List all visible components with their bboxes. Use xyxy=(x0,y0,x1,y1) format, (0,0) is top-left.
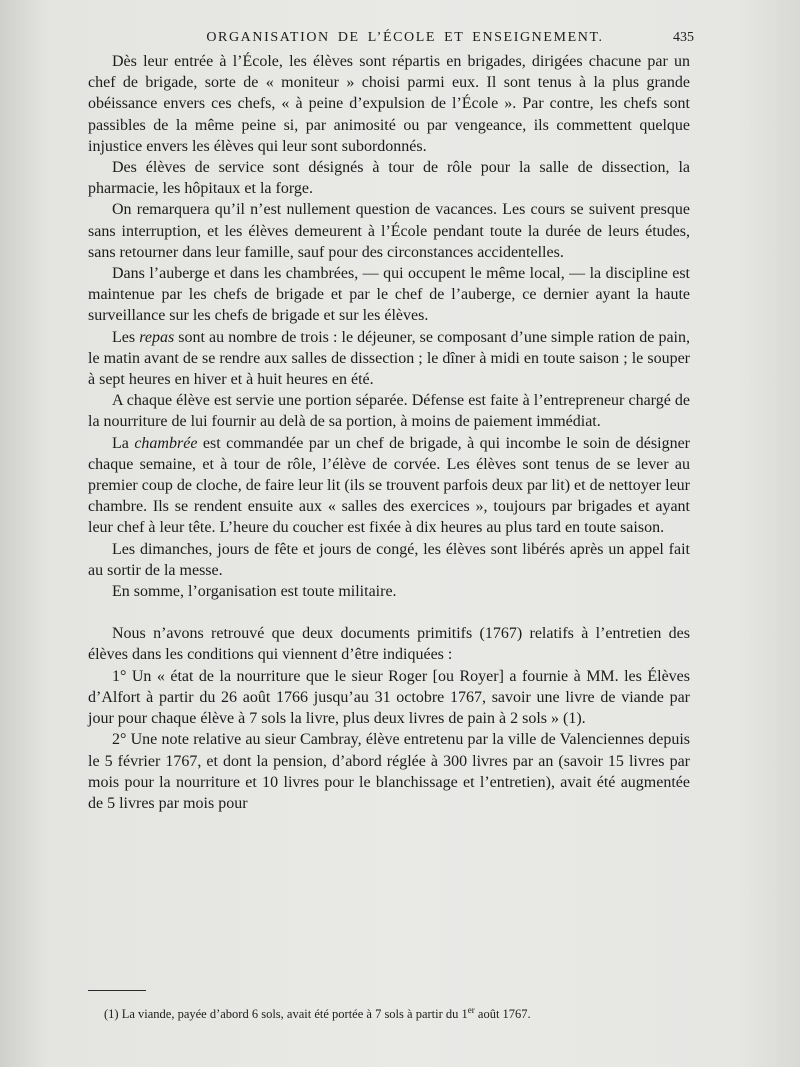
paragraph: Nous n’avons retrouvé que deux documents primitifs (1767) relatifs à l’entretien des élèves dans les conditions qui viennent d’être indiquées : xyxy=(88,625,690,664)
paragraph: En somme, l’organisation est toute militaire. xyxy=(112,583,397,601)
footnote-rule xyxy=(88,990,146,991)
paragraph: Des élèves de service sont désignés à tour de rôle pour la salle de dissection, la pharmacie, les hôpitaux et la forge. xyxy=(88,159,690,198)
page-number: 435 xyxy=(673,30,694,45)
paragraph: 2° Une note relative au sieur Cambray, élève entretenu par la ville de Valenciennes depuis le 5 février 1767, et dont la pension, d’abord réglée à 300 livres par an (savoir 15 livres par mois pour la nourriture et 10 livres pour le blanchissage et l’entretien), avait été augmentée de 5 livres par mois pour xyxy=(88,731,690,812)
italic-term-repas: repas xyxy=(139,328,175,346)
paragraph: 1° Un « état de la nourriture que le sieur Roger [ou Royer] a fournie à MM. les Élèves d’Alfort à partir du 26 août 1766 jusqu’au 31 octobre 1767, savoir une livre de viande par jour pour chaque élève à 7 sols la livre, plus deux livres de pain à 2 sols » (1). xyxy=(88,667,690,728)
footnote-superscript: er xyxy=(467,1005,475,1015)
running-title: ORGANISATION DE L’ÉCOLE ET ENSEIGNEMENT. xyxy=(206,30,604,45)
paragraph: On remarquera qu’il n’est nullement question de vacances. Les cours se suivent presque sans interruption, et les élèves demeurent à l’École pendant toute la durée de leurs études, sans retourner dans leur famille, sauf pour des circonstances accidentelles. xyxy=(88,201,690,261)
footnote-text: (1) La viande, payée d’abord 6 sols, avait été portée à 7 sols à partir du 1 xyxy=(104,1007,468,1021)
paragraph: Dans l’auberge et dans les chambrées, — qui occupent le même local, — la discipline est maintenue par les chefs de brigade et par le chef de l’auberge, ce dernier ayant la haute surveillance sur les chefs de brigade et sur les élèves. xyxy=(88,265,690,325)
paragraph: A chaque élève est servie une portion séparée. Défense est faite à l’entrepreneur chargé de la nourriture de lui fournir au delà de sa portion, à moins de paiement immédiat. xyxy=(88,392,690,431)
paragraph-lead: La xyxy=(112,434,135,452)
paragraph-lead: Les xyxy=(112,328,140,346)
paragraph xyxy=(88,433,690,539)
paragraph-rest: sont au nombre de trois : le déjeuner, se composant d’une simple ration de pain, le matin avant de se rendre aux salles de dissection ; le dîner à midi en toute saison ; le souper à sept heures en hiver et à huit heures en été. xyxy=(88,328,690,389)
paragraph-rest: est commandée par un chef de brigade, à qui incombe le soin de désigner chaque semaine, et à tour de rôle, l’élève de corvée. Les élèves sont tenus de se lever au premier coup de cloche, de faire leur lit (ils se trouvent parfois deux par lit) et de nettoyer leur chambre. Ils se rendent ensuite aux « salles des exercices », toujours par brigades et ayant leur chef à leur tête. L’heure du coucher est fixée à dix heures au plus tard en toute saison. xyxy=(88,434,690,537)
paragraph: Les dimanches, jours de fête et jours de congé, les élèves sont libérés après un appel fait au sortir de la messe. xyxy=(88,540,690,579)
paragraph: Dès leur entrée à l’École, les élèves sont répartis en brigades, dirigées chacune par un chef de brigade, sorte de « moniteur » choisi parmi eux. Il sont tenus à la plus grande obéissance envers ces chefs, « à peine d’expulsion de l’École ». Par contre, les chefs sont passibles de la même peine si, par animosité ou par vengeance, ils commettent quelque injustice envers les élèves qui leur sont subordonnés. xyxy=(88,53,690,155)
footnote-text-end: août 1767. xyxy=(474,1007,531,1021)
paragraph xyxy=(88,327,690,391)
body-text xyxy=(88,51,690,814)
italic-term-chambree: chambrée xyxy=(134,434,198,452)
footnote xyxy=(104,1002,694,1022)
